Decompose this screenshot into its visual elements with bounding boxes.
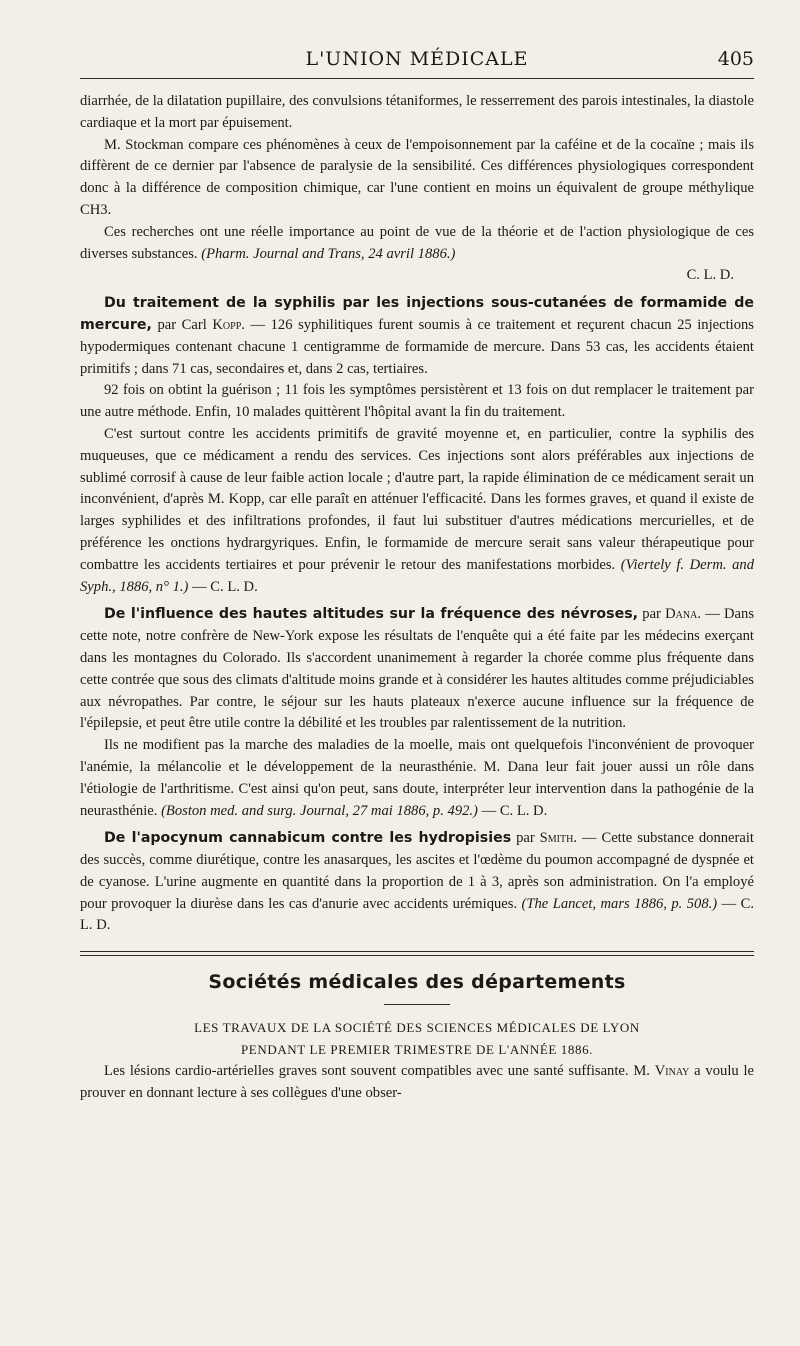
article-altitudes-author: Dana: [665, 606, 698, 623]
article-syphilis: [80, 293, 754, 598]
article-syphilis-author-prefix: par Carl: [157, 316, 207, 333]
article-altitudes-signature: — C. L. D.: [481, 802, 548, 819]
article-apocynum-signature: — C. L. D.: [80, 895, 754, 934]
running-header: [80, 44, 754, 79]
society-paragraph-1: [80, 1061, 754, 1105]
intro-paragraph-3-text: Ces recherches ont une réelle importance au point de vue de la théorie et de l'action physiologique de ces diverses substances.: [80, 223, 754, 262]
section-title: Sociétés médicales des départements: [208, 971, 626, 994]
article-syphilis-paragraph-1: [80, 293, 754, 380]
article-altitudes-reference: (Boston med. and surg. Journal, 27 mai 1886, p. 492.): [161, 802, 478, 819]
article-syphilis-paragraph-2: 92 fois on obtint la guérison ; 11 fois les symptômes persistèrent et 13 fois on dut remplacer le traitement par une autre méthode. Enfin, 10 malades quittèrent l'hôpital avant la fin du traitement.: [80, 382, 754, 421]
section-title-rule: [384, 1004, 450, 1005]
intro-paragraph-1: diarrhée, de la dilatation pupillaire, des convulsions tétaniformes, le resserrement des parois intestinales, la diastole cardiaque et la mort par épuisement.: [80, 93, 754, 131]
article-apocynum-title: De l'apocynum cannabicum contre les hydropisies: [104, 830, 512, 847]
page-number: 405: [717, 48, 754, 70]
article-altitudes-paragraph-1: [80, 604, 754, 735]
article-altitudes-paragraph-2: [80, 735, 754, 822]
article-altitudes: [80, 604, 754, 822]
society-heading: [80, 1017, 754, 1061]
article-altitudes-body: . — Dans cette note, notre confrère de New-York expose les résultats de l'enquête qui a été faite par les médecins exerçant dans les montagnes du Colorado. Ils s'accordent unanimement à regarder la chorée comme plus fréquente dans cette contrée que sous des climats d'altitude moins grande et à considérer les hautes altitudes comme préjudiciables aux névropathes. Par contre, le séjour sur les hauts plateaux n'exerce aucune influence sur la fréquence de l'épilepsie, et peut être utile contre la débilité et les troubles par ralentissement de la nutrition.: [80, 606, 755, 732]
article-syphilis-paragraph-3-text: C'est surtout contre les accidents primitifs de gravité moyenne et, en particulier, contre la syphilis des muqueuses, que ce médicament a rendu des services. Ces injections sont alors préférables aux injections de sublimé corrosif à cause de leur faible action locale ; d'autre part, la rapide élimination de ce médicament serait un inconvénient, d'après M. Kopp, car elle paraît en atténuer l'efficacité. Dans les formes graves, et quand il existe de larges syphilides et des infiltrations profondes, il faut lui substituer d'autres médications mercurielles, et de préférence les onctions hydrargyriques. Enfin, le formamide de mercure serait sans valeur thérapeutique pour combattre les accidents tertiaires et pour prévenir le retour des manifestations morbides.: [80, 425, 754, 573]
society-paragraph-1-post: a voulu le prouver en donnant lecture à ses collègues d'une obser-: [80, 1063, 754, 1101]
article-apocynum-reference: (The Lancet, mars 1886, p. 508.): [521, 895, 718, 912]
article-apocynum-body: . — Cette substance donnerait des succès, comme diurétique, contre les anasarques, les ascites et l'œdème du poumon accompagné de dyspnée et de cyanose. L'urine augmente en quantité dans la proportion de 1 à 3, après son administration. On l'a employé pour provoquer la diurèse dans les cas d'anurie avec accidents urémiques.: [80, 830, 754, 912]
society-paragraph-1-pre: Les lésions cardio-artérielles graves sont souvent compatibles avec une santé suffisante. M.: [104, 1063, 650, 1080]
article-apocynum-author: Smith: [539, 830, 574, 847]
article-syphilis-paragraph-3: [80, 424, 754, 598]
page-body: [80, 91, 754, 1105]
journal-title: L'UNION MÉDICALE: [305, 48, 529, 70]
article-apocynum-author-prefix: par: [516, 830, 535, 847]
article-apocynum: [80, 828, 754, 937]
article-altitudes-title: De l'influence des hautes altitudes sur la fréquence des névroses,: [104, 606, 639, 623]
intro-signature: C. L. D.: [686, 267, 734, 284]
article-syphilis-signature: — C. L. D.: [192, 578, 258, 595]
article-syphilis-reference: (Viertely f. Derm. and Syph., 1886, n° 1.): [80, 556, 754, 595]
society-heading-line-2: PENDANT LE PREMIER TRIMESTRE DE L'ANNÉE 1886.: [240, 1042, 594, 1058]
society-member-name: Vinay: [654, 1063, 690, 1080]
article-altitudes-paragraph-2-text: Ils ne modifient pas la marche des maladies de la moelle, mais ont quelquefois l'inconvénient de provoquer l'anémie, la mélancolie et le développement de la neurasthénie. M. Dana leur fait jouer aussi un rôle dans l'étiologie de l'arthritisme. C'est ainsi qu'on peut, sans doute, interpréter leur intervention dans la pathogénie de la neurasthénie.: [80, 737, 754, 819]
article-syphilis-body: . — 126 syphilitiques furent soumis à ce traitement et reçurent chacun 25 injections hypodermiques contenant chacune 1 centigramme de formamide de mercure. Dans 53 cas, les accidents étaient primitifs ; dans 71 cas, secondaires et, dans 2 cas, tertiaires.: [80, 316, 754, 377]
intro-paragraph-2: M. Stockman compare ces phénomènes à ceux de l'empoisonnement par la caféine et de la cocaïne ; mais ils diffèrent de ce dernier par l'absence de paralysie de la sensibilité. Ces différences physiologiques correspondent donc à la différence de composition chimique, car l'une contient en moins un équivalent de groupe méthylique CH3.: [80, 136, 754, 218]
article-syphilis-title: Du traitement de la syphilis par les injections sous-cutanées de formamide de mercure,: [80, 295, 754, 333]
article-syphilis-author: Kopp: [212, 316, 242, 333]
society-heading-line-1: LES TRAVAUX DE LA SOCIÉTÉ DES SCIENCES MÉDICALES DE LYON: [194, 1020, 640, 1036]
article-apocynum-paragraph-1: [80, 828, 754, 937]
article-altitudes-author-prefix: par: [642, 606, 661, 623]
intro-reference: (Pharm. Journal and Trans, 24 avril 1886.): [201, 245, 456, 262]
intro-paragraph-3: [80, 222, 754, 266]
section-divider: [80, 951, 754, 956]
